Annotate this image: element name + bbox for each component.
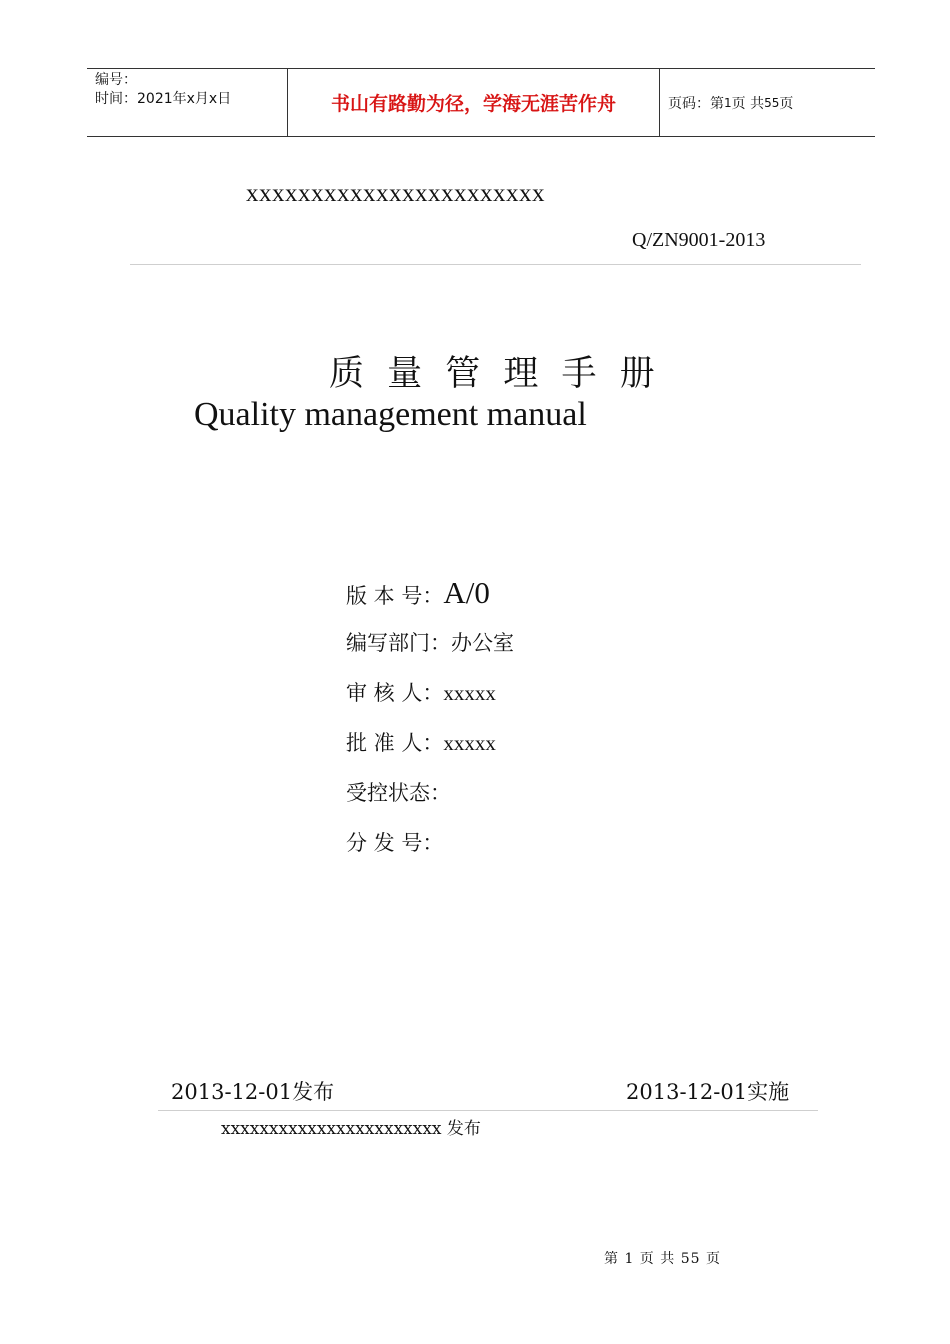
page-footer: 第 1 页 共 55 页 xyxy=(604,1251,721,1267)
field-control-status xyxy=(346,777,451,807)
field-label: 批 准 人： xyxy=(346,731,444,755)
page-total: 55 xyxy=(764,95,780,110)
field-value: xxxxx xyxy=(443,681,496,705)
number-label: 编号： xyxy=(95,72,137,88)
title-english: Quality management manual xyxy=(194,396,587,433)
bottom-divider xyxy=(158,1110,818,1111)
page-text-post: 页 xyxy=(779,95,794,112)
time-line xyxy=(95,90,287,109)
company-name: xxxxxxxxxxxxxxxxxxxxxxx xyxy=(246,180,545,207)
field-approver xyxy=(346,727,496,757)
field-label: 分 发 号： xyxy=(346,831,444,855)
issuer-line: xxxxxxxxxxxxxxxxxxxxxxx 发布 xyxy=(221,1119,481,1139)
page-label: 页码： xyxy=(668,95,710,112)
top-divider xyxy=(130,264,861,265)
field-distribution-number xyxy=(346,827,443,857)
field-version xyxy=(346,575,490,611)
field-label: 受控状态： xyxy=(346,781,451,805)
field-label: 审 核 人： xyxy=(346,681,444,705)
title-chinese: 质 量 管 理 手 册 xyxy=(329,354,661,394)
effective-date: 2013-12-01实施 xyxy=(626,1080,790,1104)
time-value: 2021年x月x日 xyxy=(137,91,232,107)
document-code: Q/ZN9001-2013 xyxy=(632,229,766,251)
field-label: 编写部门： xyxy=(346,631,451,655)
field-department xyxy=(346,627,514,657)
header-motto: 书山有路勤为径，学海无涯苦作舟 xyxy=(287,69,660,136)
page-text-mid: 页 共 xyxy=(731,95,765,112)
page-text-pre: 第 xyxy=(710,95,724,112)
field-value: A/0 xyxy=(443,575,490,610)
field-value: xxxxx xyxy=(443,731,496,755)
field-value: 办公室 xyxy=(451,631,514,655)
page-current: 1 xyxy=(724,95,732,110)
header-meta-cell xyxy=(87,69,287,136)
header-page-cell xyxy=(660,69,875,136)
field-reviewer xyxy=(346,677,496,707)
release-date: 2013-12-01发布 xyxy=(171,1080,335,1104)
page-header-table xyxy=(87,68,875,137)
time-label: 时间： xyxy=(95,91,137,107)
field-label: 版 本 号： xyxy=(346,584,444,608)
